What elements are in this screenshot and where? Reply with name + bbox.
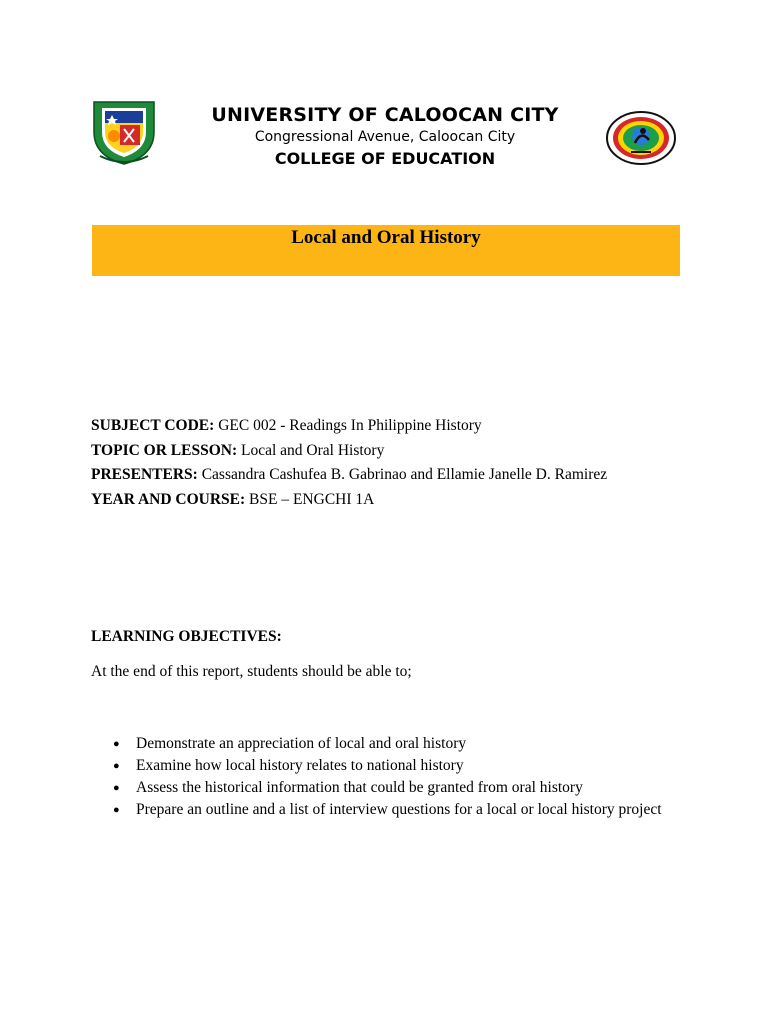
college-of-education-seal-logo: [605, 110, 677, 166]
subject-code-label: SUBJECT CODE:: [91, 417, 215, 434]
title-banner: [92, 225, 680, 276]
university-seal-logo: [90, 98, 158, 166]
bullet-icon: ●: [113, 782, 120, 794]
university-address: Congressional Avenue, Caloocan City: [254, 129, 516, 145]
objectives-heading: LEARNING OBJECTIVES:: [91, 628, 282, 645]
year-course-line: [91, 488, 607, 513]
list-item: [113, 777, 673, 799]
list-item: [113, 755, 673, 777]
objectives-intro: At the end of this report, students should be able to;: [91, 663, 412, 680]
list-item: [113, 799, 673, 821]
objective-text: Demonstrate an appreciation of local and oral history: [136, 735, 467, 752]
subject-code-line: [91, 414, 607, 439]
presenters-label: PRESENTERS:: [91, 466, 198, 483]
university-name: UNIVERSITY OF CALOOCAN CITY: [211, 104, 559, 126]
year-course-value: BSE – ENGCHI 1A: [249, 490, 375, 508]
topic-value: Local and Oral History: [241, 441, 385, 459]
presenters-value: Cassandra Cashufea B. Gabrinao and Ellamie Janelle D. Ramirez: [201, 466, 608, 483]
topic-line: [91, 439, 607, 464]
objective-text: Assess the historical information that could be granted from oral history: [136, 779, 583, 796]
bullet-icon: ●: [113, 804, 120, 816]
header-text-block: [180, 102, 590, 171]
subject-code-value: GEC 002 - Readings In Philippine History: [218, 417, 482, 434]
objectives-list: [113, 733, 673, 821]
year-course-label: YEAR AND COURSE:: [91, 490, 246, 508]
document-title: Local and Oral History: [291, 227, 481, 248]
bullet-icon: ●: [113, 760, 120, 772]
list-item: [113, 733, 673, 755]
objective-text: Examine how local history relates to national history: [136, 757, 464, 774]
bullet-icon: ●: [113, 738, 120, 750]
college-name: COLLEGE OF EDUCATION: [274, 149, 496, 168]
topic-label: TOPIC OR LESSON:: [91, 441, 238, 459]
course-info: [91, 414, 607, 512]
presenters-line: [91, 463, 607, 488]
objective-text: Prepare an outline and a list of interview questions for a local or local history project: [136, 801, 662, 818]
